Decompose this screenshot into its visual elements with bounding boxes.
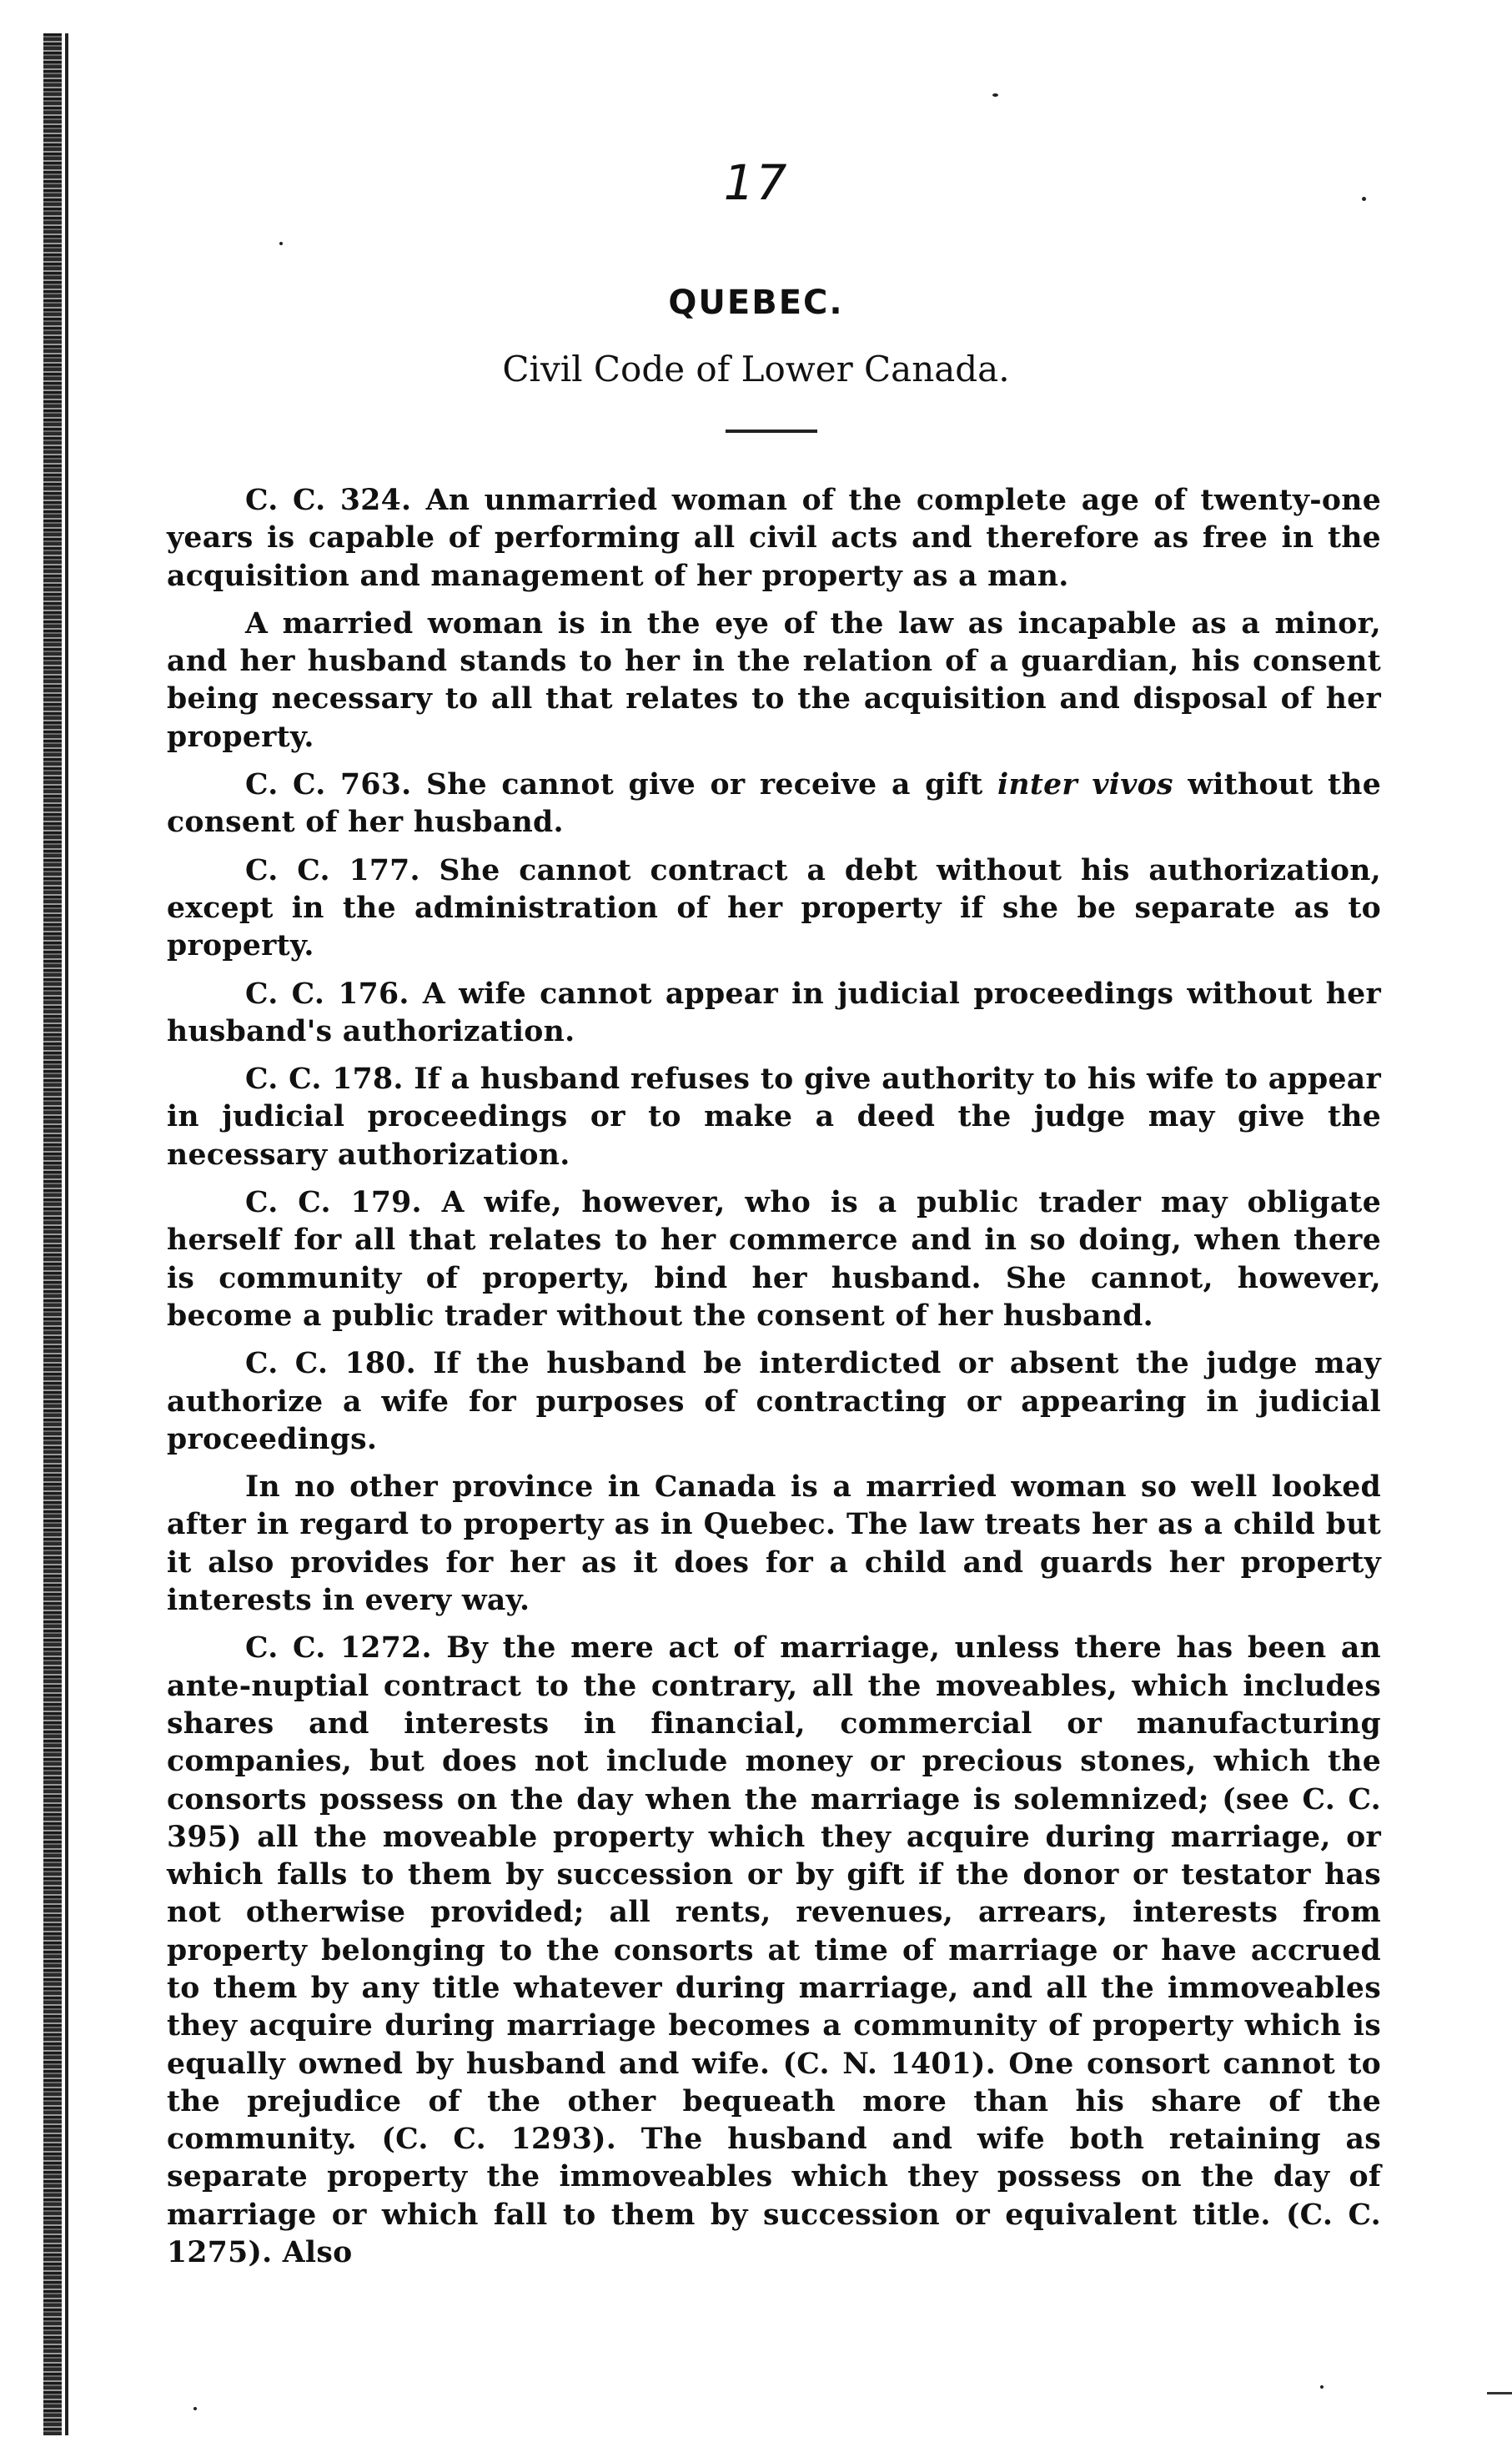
section-reference: C. C. 177. (245, 853, 420, 887)
paragraph-cc-176 (167, 976, 1381, 1052)
section-reference: C. C. 179. (245, 1186, 422, 1220)
paragraph-text: A wife, however, who is a public trader may obligate herself for all that relates to her commerce and in so doing, when there is community of property, bind her husband. She cannot, however, become a public trader without the consent of her husband. (167, 1186, 1381, 1333)
paragraph-married-woman (167, 605, 1381, 756)
scan-edge-mark (1487, 2392, 1512, 2394)
section-reference: C. C. 176. (245, 977, 409, 1011)
paragraph-text: She cannot give or receive a gift (411, 768, 997, 802)
page-subtitle: Civil Code of Lower Canada. (502, 349, 1010, 389)
section-reference: C. C. 324. (245, 484, 412, 517)
paragraph-text: without the consent of her husband. (167, 768, 1382, 840)
page-number: 17 (723, 154, 789, 211)
scan-speck (992, 93, 998, 97)
paragraph-quebec-comparison (167, 1469, 1381, 1620)
page-title: QUEBEC. (668, 284, 844, 322)
paragraph-cc-763 (167, 766, 1381, 842)
page-binding-edge (43, 33, 62, 2435)
document-body (167, 482, 1381, 2282)
paragraph-cc-178 (167, 1061, 1381, 1174)
paragraph-text: A married woman is in the eye of the law as incapable as a minor, and her husband stands to her in the relation of a guardian, his consent being necessary to all that relates to the acquisition and disposal of her property. (167, 606, 1381, 754)
section-reference: C. C. 178. (245, 1063, 404, 1097)
section-reference: C. C. 180. (245, 1347, 416, 1381)
paragraph-text: A wife cannot appear in judicial proceedings without her husband's authorization. (167, 977, 1381, 1048)
latin-phrase: inter vivos (997, 768, 1173, 802)
title-divider (726, 430, 817, 433)
scan-speck (1320, 2385, 1324, 2389)
paragraph-cc-177 (167, 852, 1381, 966)
paragraph-text: In no other province in Canada is a married woman so well looked after in regard to property as in Quebec. The law treats her as a child but it also provides for her as it does for a child and guards her property interests in every way. (167, 1470, 1381, 1618)
paragraph-cc-1272 (167, 1630, 1381, 2272)
paragraph-text: She cannot contract a debt without his authorization, except in the administration of her property if she be separate as to property. (167, 853, 1381, 963)
paragraph-cc-324 (167, 482, 1381, 595)
paragraph-text: By the mere act of marriage, unless there has been an ante-nuptial contract to the contrary, all the moveables, which includes shares and interests in financial, commercial or manufacturing companies, but does not include money or precious stones, which the consorts possess on the day when the marriage is solemnized; (see C. C. 395) all the moveable property which they acquire during marriage, or which falls to them by succession or by gift if the donor or testator has not otherwise provided; all rents, revenues, arrears, interests from property belonging to the consorts at time of marriage or have accrued to them by any title whatever during marriage, and all the immoveables they acquire during marriage becomes a community of property which is equally owned by husband and wife. (C. N. 1401). One consort cannot to the prejudice of the other bequeath more than his share of the community. (C. C. 1293). The husband and wife both retaining as separate property the immoveables which they possess on the day of marriage or which fall to them by succession or equivalent title. (C. C. 1275). Also (167, 1631, 1381, 2270)
paragraph-text: If the husband be interdicted or absent the judge may authorize a wife for purposes of contracting or appearing in judicial proceedings. (167, 1347, 1381, 1456)
paragraph-cc-180 (167, 1345, 1381, 1459)
scan-speck (193, 2407, 197, 2410)
scan-speck (279, 242, 283, 245)
paragraph-text: An unmarried woman of the complete age of twenty-one years is capable of performing all civil acts and therefore as free in the acquisition and management of her property as a man. (167, 484, 1381, 593)
paragraph-cc-179 (167, 1184, 1381, 1335)
section-reference: C. C. 1272. (245, 1631, 432, 1666)
page-binding-rule (65, 33, 68, 2435)
section-reference: C. C. 763. (245, 768, 412, 802)
paragraph-text: If a husband refuses to give authority to his wife to appear in judicial proceedings or to make a deed the judge may give the necessary authorization. (167, 1063, 1381, 1172)
